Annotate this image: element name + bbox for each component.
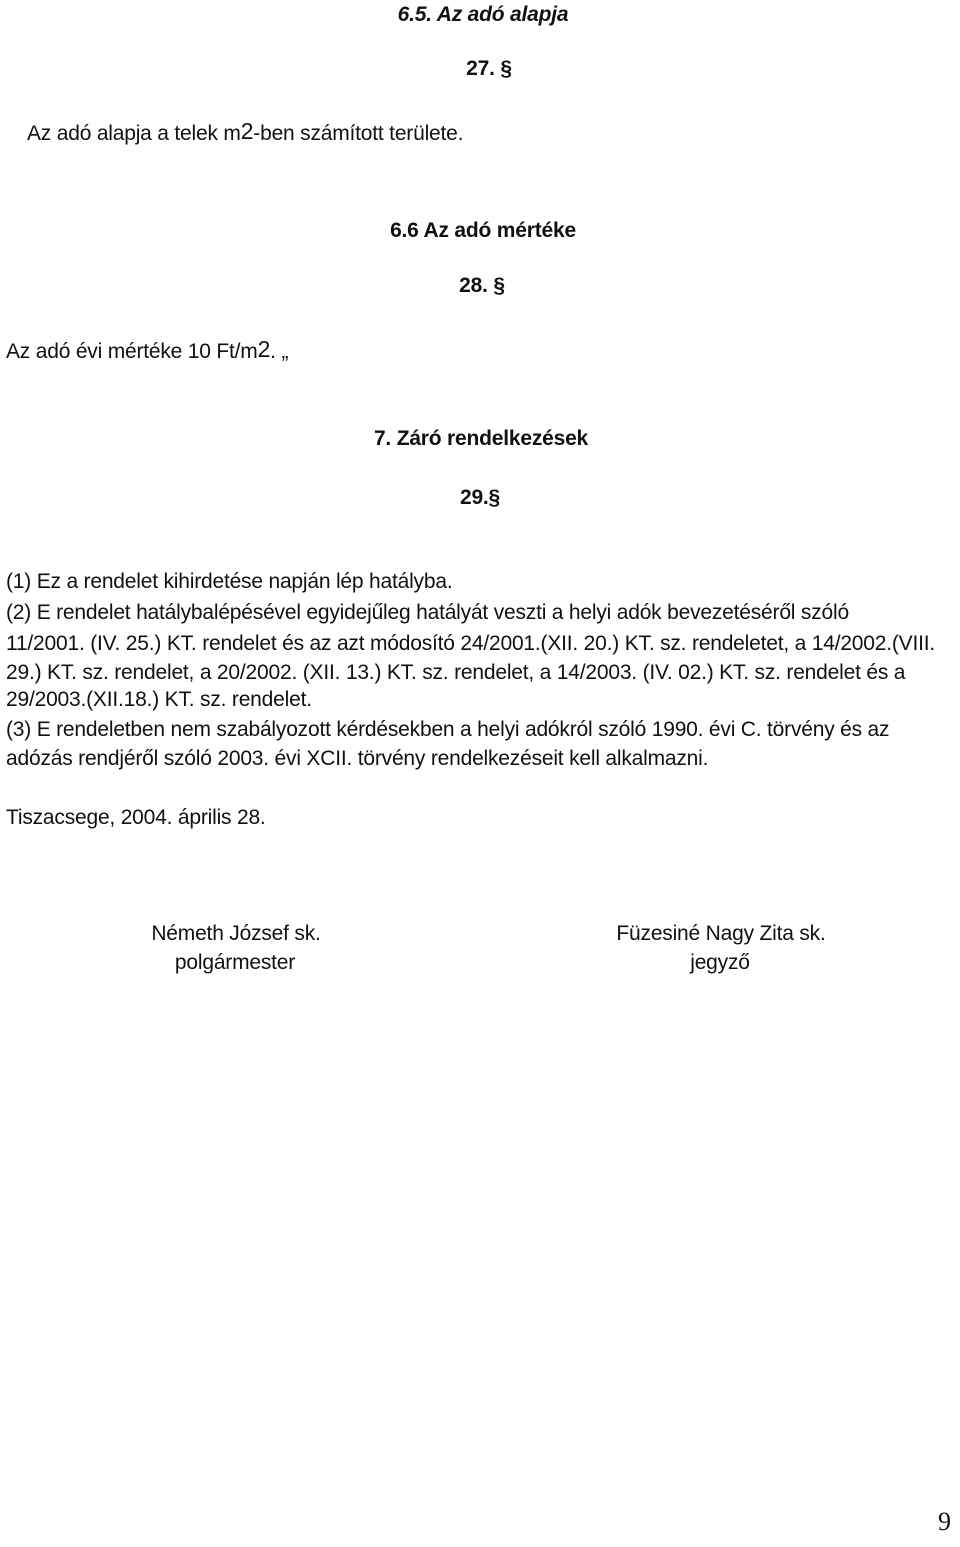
section-heading-6-6: 6.6 Az adó mértéke — [390, 219, 576, 242]
tax-rate-text-part2: . „ — [270, 340, 289, 363]
signature-right-name: Füzesiné Nagy Zita sk. — [616, 922, 826, 945]
provision-2-line-4: 29/2003.(XII.18.) KT. sz. rendelet. — [6, 688, 312, 711]
provision-2-line-2: 11/2001. (IV. 25.) KT. rendelet és az azt módosító 24/2001.(XII. 20.) KT. sz. rendeletet, a 14/2002.(VIII. — [6, 632, 936, 655]
section-heading-6-5: 6.5. Az adó alapja — [397, 3, 569, 26]
tax-base-text — [27, 118, 464, 147]
paragraph-number-29: 29.§ — [459, 486, 501, 509]
place-and-date: Tiszacsege, 2004. április 28. — [6, 806, 266, 829]
signature-left-name: Németh József sk. — [151, 922, 321, 945]
paragraph-number-27: 27. § — [466, 57, 512, 80]
provision-2-line-3: 29.) KT. sz. rendelet, a 20/2002. (XII. 13.) KT. sz. rendelet, a 14/2003. (IV. 02.) KT. sz. rendelet és a — [6, 661, 906, 684]
provision-3-line-2: adózás rendjéről szóló 2003. évi XCII. törvény rendelkezéseit kell alkalmazni. — [6, 747, 709, 770]
paragraph-number-28: 28. § — [459, 274, 505, 297]
signature-left-title: polgármester — [174, 951, 296, 974]
provision-3-line-1: (3) E rendeletben nem szabályozott kérdésekben a helyi adókról szóló 1990. évi C. törvény és az — [6, 718, 890, 741]
section-heading-7: 7. Záró rendelkezések — [373, 427, 589, 450]
superscript-2: 2 — [257, 336, 271, 362]
provision-1: (1) Ez a rendelet kihirdetése napján lép hatályba. — [6, 570, 453, 593]
tax-base-text-part2: -ben számított területe. — [253, 122, 464, 145]
tax-rate-text — [6, 336, 289, 365]
signature-right-title: jegyző — [690, 951, 750, 974]
provision-2-line-1: (2) E rendelet hatálybalépésével egyidejűleg hatályát veszti a helyi adók bevezetéséről szóló — [6, 601, 849, 624]
superscript-2: 2 — [240, 118, 254, 144]
tax-rate-text-part1: Az adó évi mértéke 10 Ft/m — [6, 340, 258, 363]
tax-base-text-part1: Az adó alapja a telek m — [27, 122, 241, 145]
page-number: 9 — [938, 1507, 951, 1536]
